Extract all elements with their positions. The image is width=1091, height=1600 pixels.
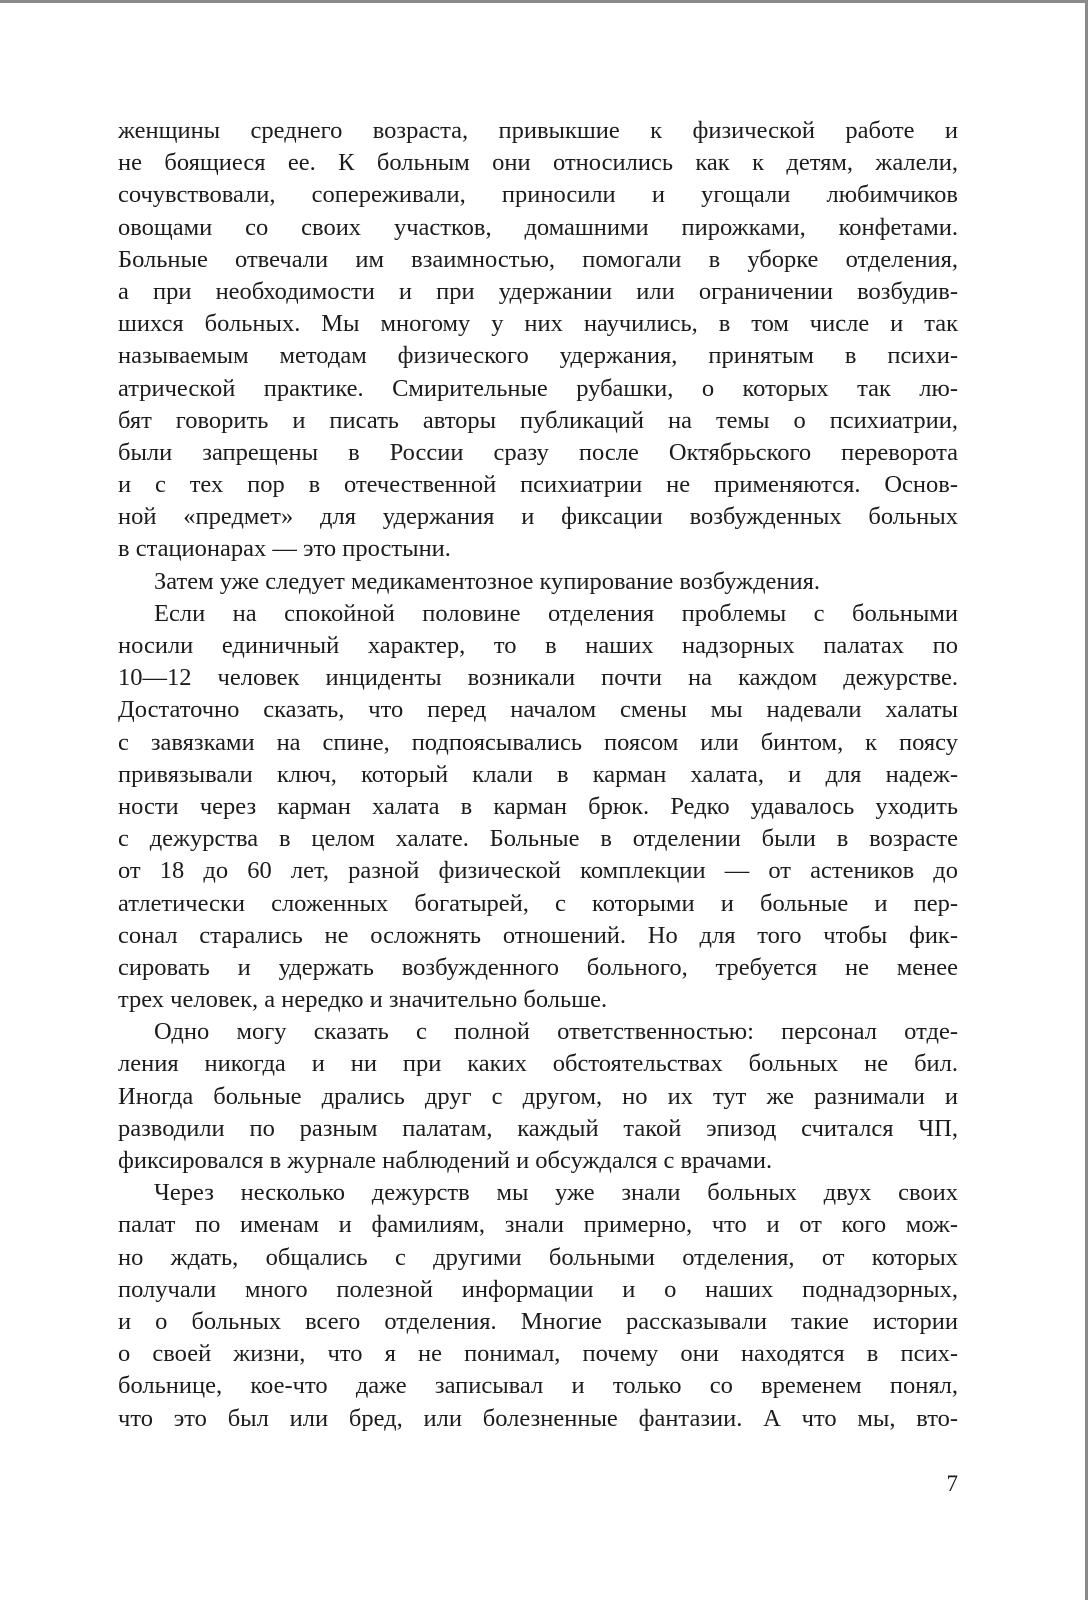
paragraph (118, 566, 958, 598)
text-line: с завязками на спине, подпоясывались поясом или бинтом, к поясу (118, 728, 958, 756)
text-line: женщины среднего возраста, привыкшие к физической работе и (118, 117, 958, 144)
text-line: шихся больных. Мы многому у них научились, в том числе и так (118, 310, 958, 338)
paragraph (118, 115, 958, 566)
page-number: 7 (946, 1471, 958, 1496)
text-line: Затем уже следует медикаментозное купирование возбуждения. (154, 567, 821, 595)
text-line: фиксировался в журнале наблюдений и обсуждался с врачами. (118, 1147, 773, 1174)
text-line: от 18 до 60 лет, разной физической комплекции — от астеников до (118, 857, 958, 885)
text-line: и с тех пор в отечественной психиатрии не применяются. Основ- (118, 471, 958, 499)
text-line: были запрещены в России сразу после Октябрьского переворота (118, 438, 958, 466)
text-line: Через несколько дежурств мы уже знали больных двух своих (154, 1179, 958, 1207)
text-line: атрической практике. Смирительные рубашки, о которых так лю- (118, 374, 958, 402)
text-line: с дежурства в целом халате. Больные в отделении были в возрасте (118, 825, 958, 853)
text-line: ления никогда и ни при каких обстоятельствах больных не бил. (118, 1050, 958, 1078)
text-line: но ждать, общались с другими больными отделения, от которых (118, 1243, 958, 1271)
paragraph (118, 1016, 958, 1177)
text-line: носили единичный характер, то в наших надзорных палатах по (118, 632, 958, 659)
text-line: бят говорить и писать авторы публикаций на темы о психиатрии, (118, 406, 958, 434)
text-line: 10—12 человек инциденты возникали почти на каждом дежурстве. (118, 664, 958, 692)
text-line: ной «предмет» для удержания и фиксации возбужденных больных (118, 503, 958, 531)
text-line: и о больных всего отделения. Многие рассказывали такие истории (118, 1307, 958, 1335)
text-line: сонал старались не осложнять отношений. Но для того чтобы фик- (118, 921, 958, 949)
text-line: сочувствовали, сопереживали, приносили и угощали любимчиков (118, 181, 958, 209)
text-line: сировать и удержать возбужденного больного, требуется не менее (118, 953, 958, 981)
text-line: разводили по разным палатам, каждый такой эпизод считался ЧП, (118, 1114, 958, 1142)
text-line: ности через карман халата в карман брюк. Редко удавалось уходить (118, 792, 958, 820)
text-line: палат по именам и фамилиям, знали примерно, что и от кого мож- (118, 1211, 958, 1239)
paragraph (118, 1177, 958, 1435)
text-line: Достаточно сказать, что перед началом смены мы надевали халаты (118, 696, 958, 724)
paragraph (118, 598, 958, 1016)
text-line: больнице, кое-что даже записывал и только со временем понял, (118, 1372, 958, 1400)
text-line: Если на спокойной половине отделения проблемы с больными (154, 599, 958, 627)
text-line: трех человек, а нередко и значительно больше. (118, 986, 608, 1014)
text-line: овощами со своих участков, домашними пирожками, конфетами. (118, 213, 958, 241)
text-line: Больные отвечали им взаимностью, помогали в уборке отделения, (118, 245, 958, 273)
text-line: не боящиеся ее. К больным они относились как к детям, жалели, (118, 149, 958, 177)
text-line: о своей жизни, что я не понимал, почему они находятся в псих- (118, 1340, 958, 1368)
text-line: что это был или бред, или болезненные фантазии. А что мы, вто- (118, 1404, 958, 1432)
text-line: получали много полезной информации и о наших поднадзорных, (118, 1275, 958, 1303)
text-line: а при необходимости и при удержании или ограничении возбудив- (118, 277, 958, 305)
text-line: в стационарах — это простыни. (118, 535, 451, 563)
text-line: привязывали ключ, который клали в карман халата, и для надеж- (118, 760, 958, 788)
text-line: атлетически сложенных богатырей, с которыми и больные и пер- (118, 889, 958, 917)
body-text (118, 115, 958, 1435)
text-line: Одно могу сказать с полной ответственностью: персонал отде- (154, 1018, 958, 1046)
text-line: называемым методам физического удержания, принятым в психи- (118, 342, 958, 370)
text-line: Иногда больные дрались друг с другом, но их тут же разнимали и (118, 1082, 958, 1110)
